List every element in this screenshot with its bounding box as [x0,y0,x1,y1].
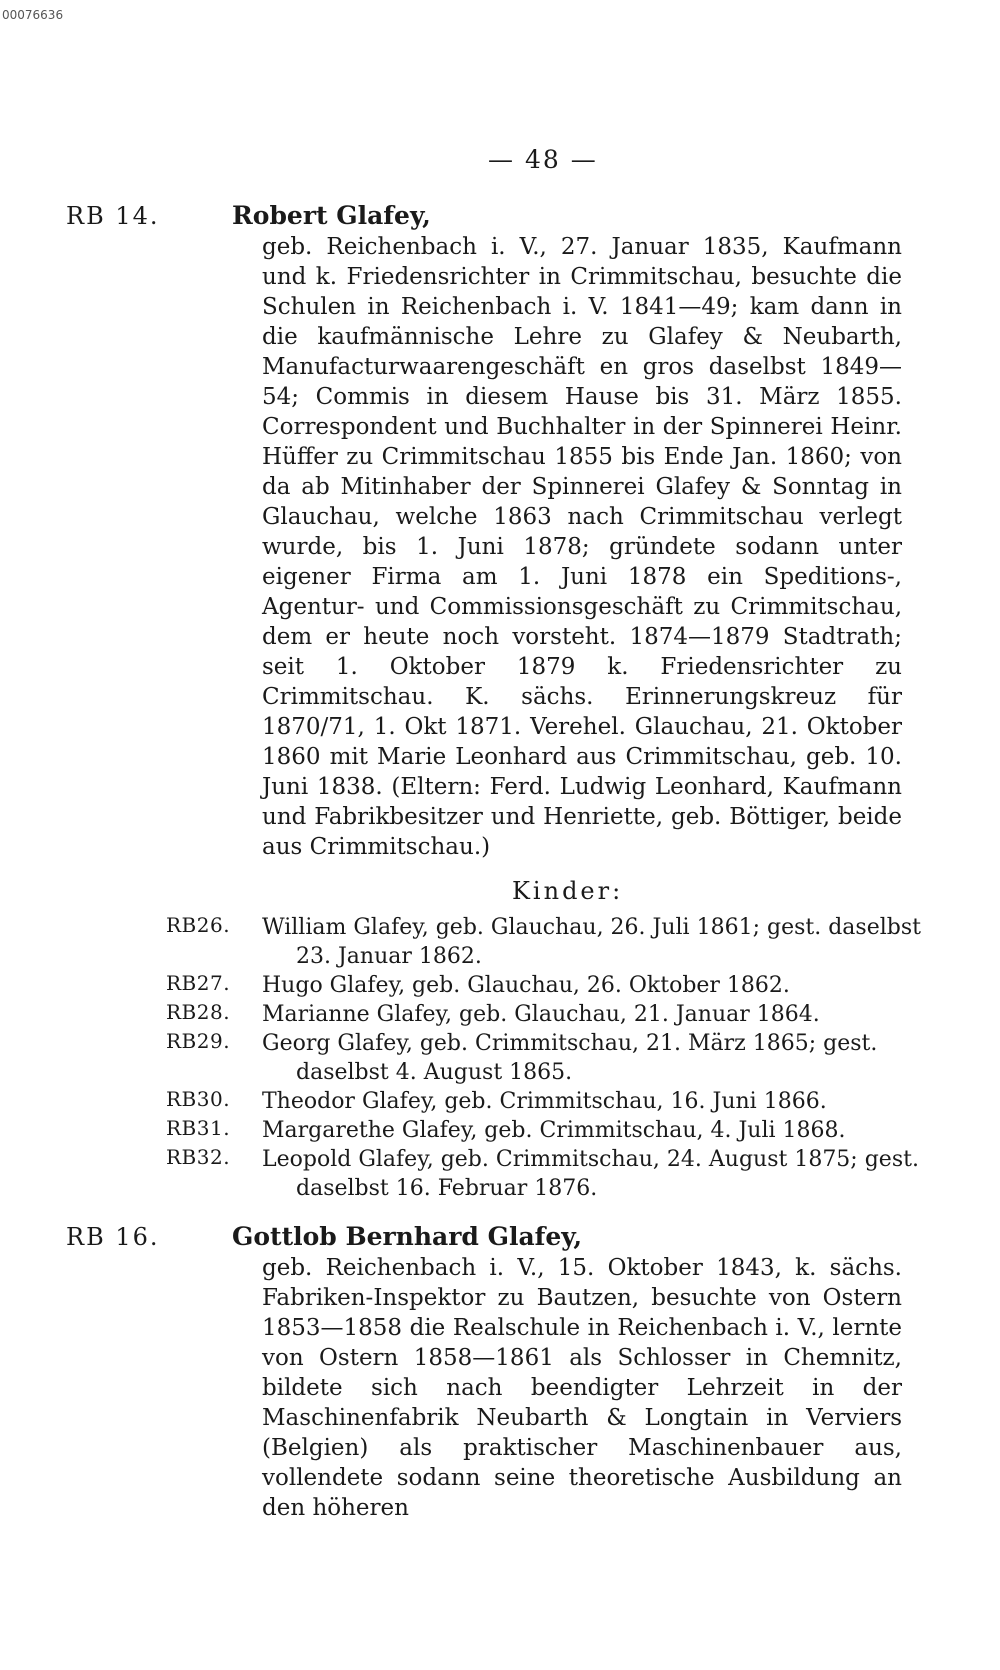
child-id: RB31. [166,1116,231,1140]
child-id: RB27. [166,971,231,995]
child-text: Georg Glafey, geb. Crimmitschau, 21. März 1865; gest. daselbst 4. August 1865. [262,1031,878,1085]
entry-id: RB 16. [66,1223,160,1251]
list-item [0,1000,1000,1029]
child-text: Margarethe Glafey, geb. Crimmitschau, 4. Juli 1868. [262,1118,846,1143]
list-item [0,913,1000,971]
children-heading: Kinder: [512,877,624,905]
child-id: RB26. [166,913,231,937]
entry-name: Robert Glafey, [232,201,431,230]
page-number: — 48 — [488,145,598,174]
list-item [0,1029,1000,1087]
list-item [0,1145,1000,1203]
child-id: RB32. [166,1145,231,1169]
child-text: Marianne Glafey, geb. Glauchau, 21. Januar 1864. [262,1002,820,1027]
child-text: Leopold Glafey, geb. Crimmitschau, 24. August 1875; gest. daselbst 16. Februar 1876. [262,1147,919,1201]
child-text: Theodor Glafey, geb. Crimmitschau, 16. Juni 1866. [262,1089,827,1114]
entry-name: Gottlob Bernhard Glafey, [232,1222,583,1251]
child-id: RB30. [166,1087,231,1111]
child-text: William Glafey, geb. Glauchau, 26. Juli 1861; gest. daselbst 23. Januar 1862. [262,915,921,969]
children-list [0,913,1000,1203]
entry-biography: geb. Reichenbach i. V., 15. Oktober 1843, k. sächs. Fabriken-Inspektor zu Bautzen, besuchte von Ostern 1853—1858 die Realschule in Reichenbach i. V., lernte von Ostern 1858—1861 als Schlosser in Chemnitz, bildete sich nach beendigter Lehrzeit in der Maschinenfabrik Neubarth & Longtain in Verviers (Belgien) als praktischer Maschinenbauer aus, vollendete sodann seine theoretische Ausbildung an den höheren [262,1255,902,1521]
child-text: Hugo Glafey, geb. Glauchau, 26. Oktober 1862. [262,973,790,998]
scan-id: 00076636 [2,8,64,22]
child-id: RB28. [166,1000,231,1024]
entry-id: RB 14. [66,202,160,230]
entry-biography: geb. Reichenbach i. V., 27. Januar 1835, Kaufmann und k. Friedensrichter in Crimmitschau, besuchte die Schulen in Reichenbach i. V. 1841—49; kam dann in die kaufmännische Lehre zu Glafey & Neubarth, Manufacturwaarengeschäft en gros daselbst 1849—54; Commis in diesem Hause bis 31. März 1855. Correspondent und Buchhalter in der Spinnerei Heinr. Hüffer zu Crimmitschau 1855 bis Ende Jan. 1860; von da ab Mitinhaber der Spinnerei Glafey & Sonntag in Glauchau, welche 1863 nach Crimmitschau verlegt wurde, bis 1. Juni 1878; gründete sodann unter eigener Firma am 1. Juni 1878 ein Speditions-, Agentur- und Commissionsgeschäft zu Crimmitschau, dem er heute noch vorsteht. 1874—1879 Stadtrath; seit 1. Oktober 1879 k. Friedensrichter zu Crimmitschau. K. sächs. Erinnerungskreuz für 1870/71, 1. Okt 1871. Verehel. Glauchau, 21. Oktober 1860 mit Marie Leonhard aus Crimmitschau, geb. 10. Juni 1838. (Eltern: Ferd. Ludwig Leonhard, Kaufmann und Fabrikbesitzer und Henriette, geb. Böttiger, beide aus Crimmitschau.) [262,234,902,860]
list-item [0,971,1000,1000]
child-id: RB29. [166,1029,231,1053]
list-item [0,1116,1000,1145]
list-item [0,1087,1000,1116]
